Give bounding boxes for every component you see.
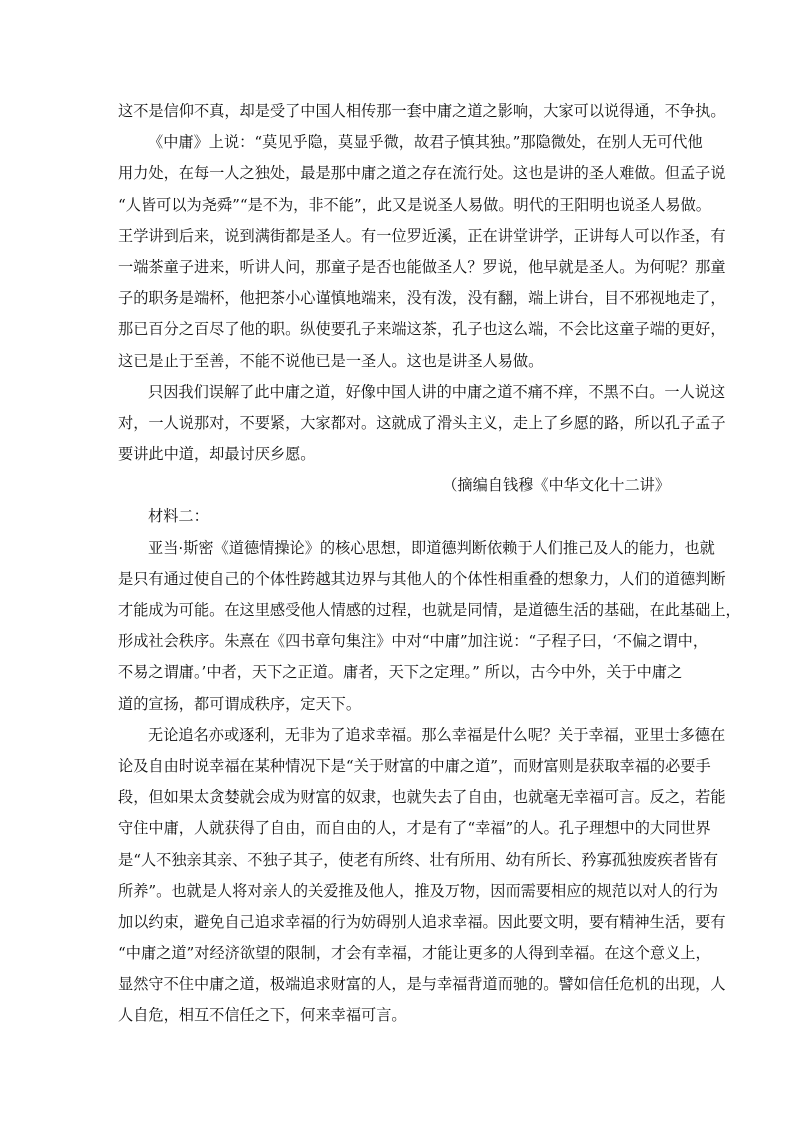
text-line: 加以约束，避免自己追求幸福的行为妨碍别人追求幸福。因此要文明，要有精神生活，要有 bbox=[118, 912, 726, 931]
text-line: “中庸之道”对经济欲望的限制，才会有幸福，才能让更多的人得到幸福。在这个意义上， bbox=[118, 944, 711, 963]
text-line: 那已百分之百尽了他的职。纵使要孔子来端这茶，孔子也这么端，不会比这童子端的更好， bbox=[118, 320, 726, 339]
text-line: 要讲此中道，却最讨厌乡愿。 bbox=[118, 445, 316, 464]
text-line: 形成社会秩序。朱熹在《四书章句集注》中对“中庸”加注说：“子程子曰，‘不偏之谓中， bbox=[118, 632, 709, 651]
source-citation: （摘编自钱穆《中华文化十二讲》 bbox=[442, 476, 670, 495]
text-line: 显然守不住中庸之道，极端追求财富的人，是与幸福背道而驰的。譬如信任危机的出现，人 bbox=[118, 975, 726, 994]
text-line: 段，但如果太贪婪就会成为财富的奴隶，也就失去了自由，也就毫无幸福可言。反之，若能 bbox=[118, 788, 726, 807]
text-line: 无论追名亦或逐利，无非为了追求幸福。那么幸福是什么呢？关于幸福，亚里士多德在 bbox=[148, 725, 726, 744]
text-line: 这已是止于至善，不能不说他已是一圣人。这也是讲圣人易做。 bbox=[118, 351, 544, 370]
text-line: 论及自由时说幸福在某种情况下是“关于财富的中庸之道”，而财富则是获取幸福的必要手 bbox=[118, 756, 711, 775]
text-line: 才能成为可能。在这里感受他人情感的过程，也就是同情，是道德生活的基础，在此基础上， bbox=[118, 601, 741, 619]
text-line: 道的宣扬，都可谓成秩序，定天下。 bbox=[118, 694, 361, 713]
text-line: 子的职务是端杯，他把茶小心谨慎地端来，没有泼，没有翻，端上讲台，目不邪视地走了， bbox=[118, 289, 726, 308]
text-line: 是只有通过使自己的个体性跨越其边界与其他人的个体性相重叠的想象力，人们的道德判断 bbox=[118, 569, 726, 588]
section-heading: 材料二： bbox=[148, 507, 209, 526]
text-line: 王学讲到后来，说到满街都是圣人。有一位罗近溪，正在讲堂讲学，正讲每人可以作圣，有 bbox=[118, 226, 726, 245]
text-line: 所养”。也就是人将对亲人的关爱推及他人，推及万物，因而需要相应的规范以对人的行为 bbox=[118, 881, 719, 900]
text-line: 人自危，相互不信任之下，何来幸福可言。 bbox=[118, 1006, 407, 1025]
text-line: “人皆可以为尧舜”“是不为，非不能”，此又是说圣人易做。明代的王阳明也说圣人易做。 bbox=[118, 195, 711, 214]
text-line: 对，一人说那对，不要紧，大家都对。这就成了滑头主义，走上了乡愿的路，所以孔子孟子 bbox=[118, 413, 726, 432]
text-line: 一端茶童子进来，听讲人问，那童子是否也能做圣人？罗说，他早就是圣人。为何呢？那童 bbox=[118, 257, 726, 276]
text-body bbox=[118, 96, 741, 1032]
text-line: 只因我们误解了此中庸之道，好像中国人讲的中庸之道不痛不痒，不黑不白。一人说这 bbox=[148, 382, 726, 401]
text-line: 是“人不独亲其亲、不独子其子，使老有所终、壮有所用、幼有所长、矜寡孤独废疾者皆有 bbox=[118, 850, 719, 869]
text-line: 不易之谓庸。’中者，天下之正道。庸者，天下之定理。” 所以，古今中外，关于中庸之 bbox=[118, 663, 683, 682]
text-line: 守住中庸，人就获得了自由，而自由的人，才是有了“幸福”的人。孔子理想中的大同世界 bbox=[118, 819, 711, 838]
text-line: 亚当·斯密《道德情操论》的核心思想，即道德判断依赖于人们推己及人的能力，也就 bbox=[148, 538, 715, 557]
text-line: 这不是信仰不真，却是受了中国人相传那一套中庸之道之影响，大家可以说得通，不争执。 bbox=[118, 102, 726, 120]
text-line: 用力处，在每一人之独处，最是那中庸之道之存在流行处。这也是讲的圣人难做。但孟子说 bbox=[118, 164, 726, 183]
text-line: 《中庸》上说：“莫见乎隐，莫显乎微，故君子慎其独。”那隐微处，在别人无可代他 bbox=[148, 133, 703, 152]
